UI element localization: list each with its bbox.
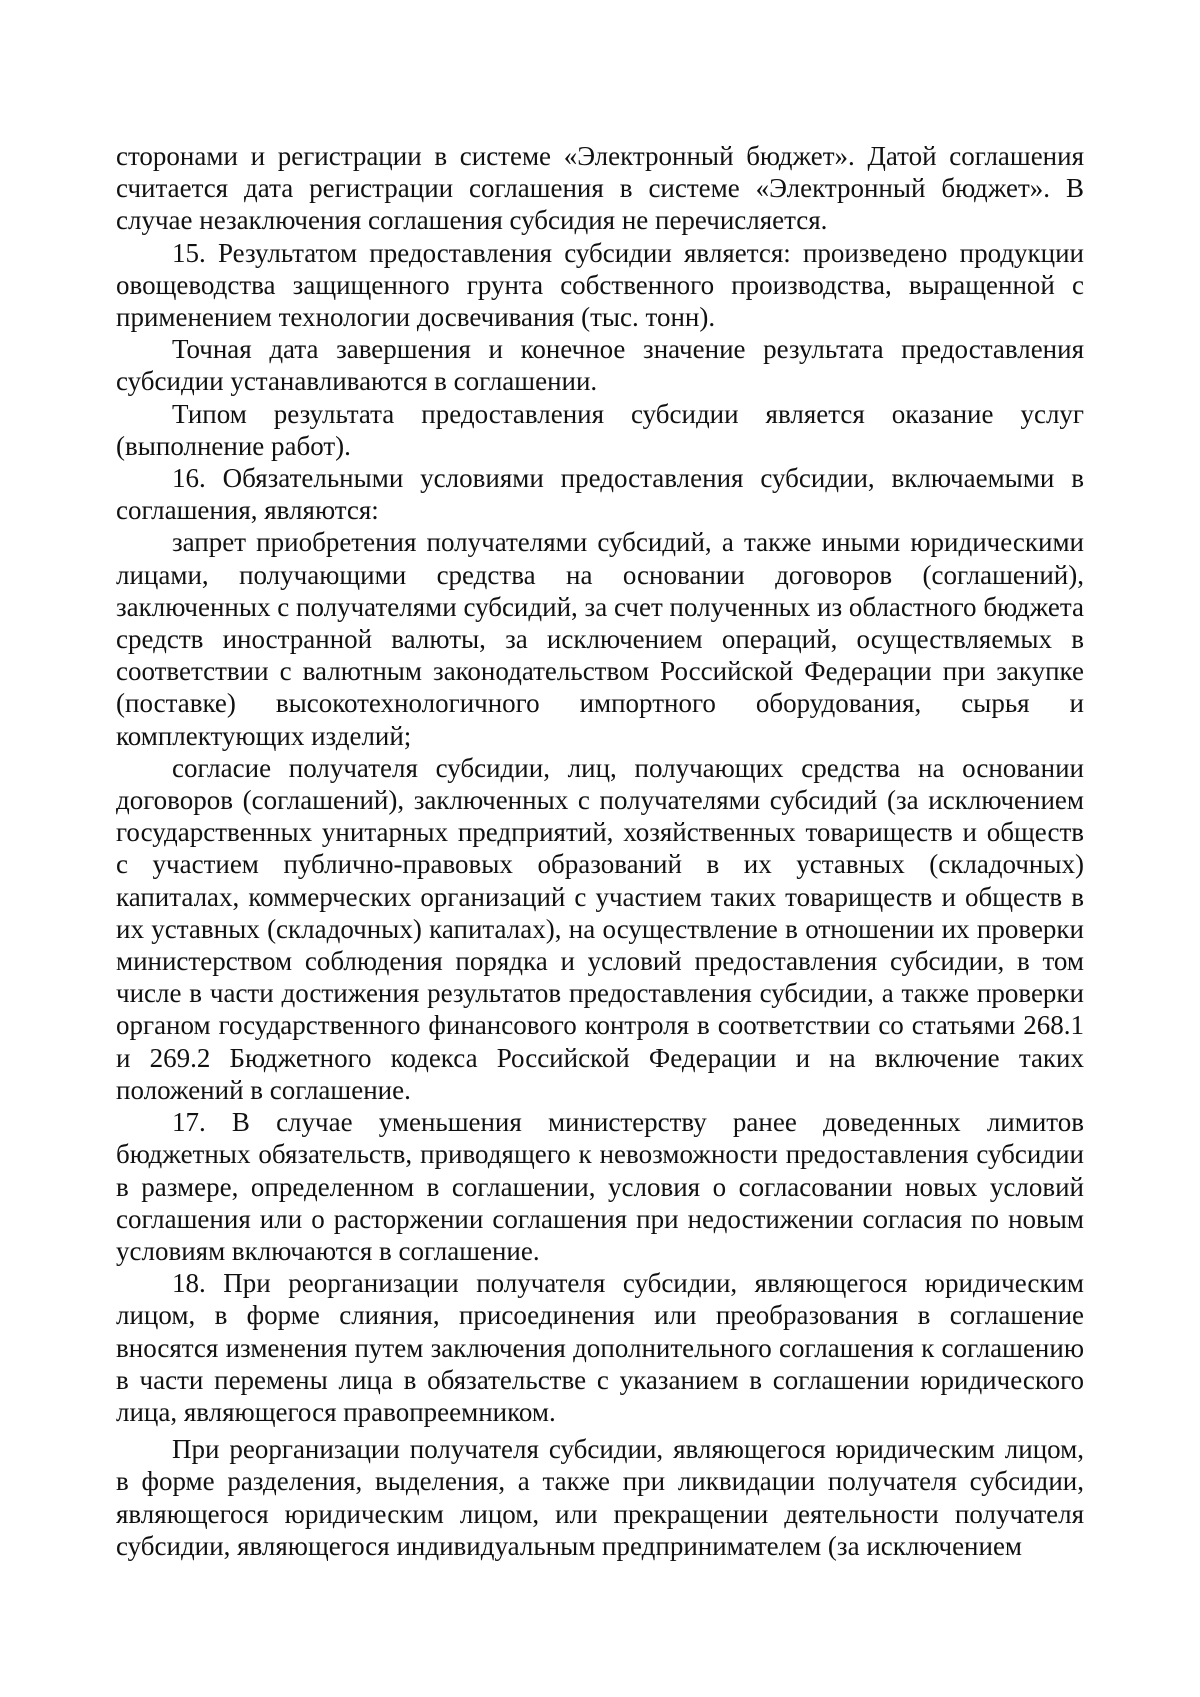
paragraph-result-type: Типом результата предоставления субсидии является оказание услуг (выполнение работ). <box>116 398 1084 461</box>
paragraph-continuation: сторонами и регистрации в системе «Электронный бюджет». Датой соглашения считается дата регистрации соглашения в системе «Электронный бюджет». В случае незаключения соглашения субсидия не перечисляется. <box>116 141 1084 236</box>
paragraph-16-conditions: 16. Обязательными условиями предоставления субсидии, включаемыми в соглашения, являются: <box>116 463 1084 526</box>
paragraph-currency-ban: запрет приобретения получателями субсидий, а также иными юридическими лицами, получающими средства на основании договоров (соглашений), заключенных с получателями субсидий, за счет полученных из областного бюджета средств иностранной валюты, за исключением операций, осуществляемых в соответствии с валютным законодательством Российской Федерации при закупке (поставке) высокотехнологичного импортного оборудования, сырья и комплектующих изделий; <box>116 527 1084 751</box>
paragraph-18-reorganization: 18. При реорганизации получателя субсидии, являющегося юридическим лицом, в форме слияния, присоединения или преобразования в соглашение вносятся изменения путем заключения дополнительного соглашения к соглашению в части перемены лица в обязательстве с указанием в соглашении юридического лица, являющегося правопреемником. <box>116 1268 1084 1427</box>
paragraph-consent: согласие получателя субсидии, лиц, получающих средства на основании договоров (соглашений), заключенных с получателями субсидий (за исключением государственных унитарных предприятий, хозяйственных товариществ и обществ с участием публично-правовых образований в их уставных (складочных) капиталах, коммерческих организаций с участием таких товариществ и обществ в их уставных (складочных) капиталах), на осуществление в отношении их проверки министерством соблюдения порядка и условий предоставления субсидии, в том числе в части достижения результатов предоставления субсидии, а также проверки органом государственного финансового контроля в соответствии со статьями 268.1 и 269.2 Бюджетного кодекса Российской Федерации и на включение таких положений в соглашение. <box>116 752 1084 1105</box>
paragraph-result-date: Точная дата завершения и конечное значение результата предоставления субсидии устанавливаются в соглашении. <box>116 334 1084 397</box>
document-page <box>116 140 1084 1562</box>
paragraph-15-result: 15. Результатом предоставления субсидии является: произведено продукции овощеводства защищенного грунта собственного производства, выращенной с применением технологии досвечивания (тыс. тонн). <box>116 237 1084 333</box>
paragraph-reorganization-division: При реорганизации получателя субсидии, являющегося юридическим лицом, в форме разделения, выделения, а также при ликвидации получателя субсидии, являющегося юридическим лицом, или прекращении деятельности получателя субсидии, являющегося индивидуальным предпринимателем (за исключением <box>116 1434 1084 1561</box>
paragraph-17-limits: 17. В случае уменьшения министерству ранее доведенных лимитов бюджетных обязательств, приводящего к невозможности предоставления субсидии в размере, определенном в соглашении, условия о согласовании новых условий соглашения или о расторжении соглашения при недостижении согласия по новым условиям включаются в соглашение. <box>116 1107 1084 1266</box>
